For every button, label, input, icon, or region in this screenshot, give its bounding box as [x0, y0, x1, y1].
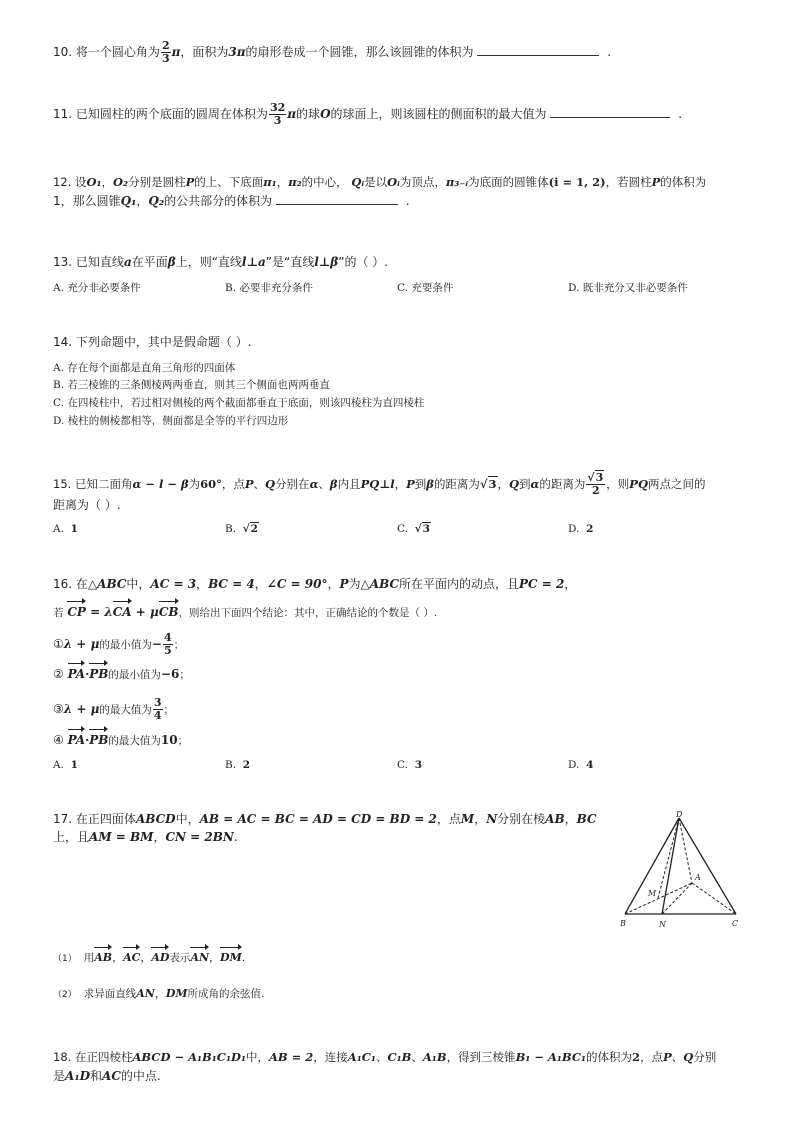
question-10: 10. 将一个圆心角为 $\frac{2}{3}$ π，面积为3π的扇形卷成一个圆锥，那么该圆锥的体积为 . [53, 39, 612, 65]
label-D: D [676, 810, 683, 819]
label-M: M [648, 889, 657, 898]
question-16-line2: 若 CP = λCA + μCB，则给出下面四个结论：其中，正确结论的个数是（ ）. [53, 605, 438, 619]
q15-option-b[interactable]: B. √2 [225, 523, 258, 535]
edge-DM [658, 818, 679, 898]
label-C: C [732, 919, 739, 928]
label-A: A [695, 873, 701, 882]
q15-option-a[interactable]: A. 1 [53, 523, 78, 535]
edge-DC [679, 818, 736, 914]
q16-conclusion-4: ④ PA·PB的最大值为10； [53, 733, 189, 747]
answer-blank[interactable] [477, 43, 599, 56]
question-17-line2: 上，且AM = BM，CN = 2BN. [53, 830, 238, 844]
label-N: N [659, 920, 666, 929]
question-15: 15. 已知二面角α − l − β为60°，点P、Q分别在α、β内且PQ⊥l，P到β的距离为√3，Q到α的距离为 $\frac{√3}{2}$ ，则PQ两点之间的 [53, 471, 706, 497]
q16-conclusion-2: ② PA·PB的最小值为−6； [53, 667, 190, 681]
q13-option-c[interactable]: C. 充要条件 [397, 282, 454, 294]
q15-option-d[interactable]: D. 2 [568, 523, 594, 535]
answer-blank[interactable] [276, 192, 398, 205]
question-12-line2: 1，那么圆锥Q₁，Q₂的公共部分的体积为 . [53, 194, 410, 208]
q14-option-b[interactable]: B. 若三棱锥的三条侧棱两两垂直，则其三个侧面也两两垂直 [53, 379, 330, 391]
question-13: 13. 已知直线a在平面β上，则“直线l⊥a”是“直线l⊥β”的（ ）. [53, 255, 389, 269]
question-14: 14. 下列命题中，其中是假命题（ ）. [53, 335, 252, 349]
q15-option-c[interactable]: C. √3 [397, 523, 430, 535]
answer-blank[interactable] [550, 105, 670, 118]
label-B: B [620, 919, 626, 928]
q16-conclusion-3: ③λ + μ的最大值为 $\frac{3}{4}$ ； [53, 696, 175, 722]
q17-part-1: （1） 用AB，AC，AD表示AN，DM. [53, 951, 246, 964]
q14-option-d[interactable]: D. 棱柱的侧棱都相等，侧面都是全等的平行四边形 [53, 415, 289, 427]
q16-option-c[interactable]: C. 3 [397, 759, 422, 771]
q13-option-b[interactable]: B. 必要非充分条件 [225, 282, 313, 294]
q13-option-a[interactable]: A. 充分非必要条件 [53, 282, 141, 294]
question-17: 17. 在正四面体ABCD中，AB = AC = BC = AD = CD = BD = 2，点M，N分别在棱AB，BC [53, 812, 597, 826]
question-15-line2: 距离为（ ）. [53, 498, 121, 512]
q17-part-2: （2） 求异面直线AN，DM所成角的余弦值. [53, 987, 265, 1000]
question-12: 12. 设O₁，O₂分别是圆柱P的上、下底面π₁，π₂的中心， Qᵢ是以Oᵢ为顶点，π₃₋ᵢ为底面的圆锥体(i = 1, 2)，若圆柱P的体积为 [53, 175, 707, 189]
question-16: 16. 在△ABC中，AC = 3，BC = 4，∠C = 90°，P为△ABC所在平面内的动点，且PC = 2， [53, 577, 577, 591]
edge-AC [692, 883, 736, 914]
edge-BA [625, 883, 692, 914]
q16-option-d[interactable]: D. 4 [568, 759, 594, 771]
q16-option-a[interactable]: A. 1 [53, 759, 78, 771]
q14-option-c[interactable]: C. 在四棱柱中，若过相对侧棱的两个截面都垂直于底面，则该四棱柱为直四棱柱 [53, 397, 425, 409]
q16-option-b[interactable]: B. 2 [225, 759, 251, 771]
question-18: 18. 在正四棱柱ABCD − A₁B₁C₁D₁中，AB = 2，连接A₁C₁、C₁B、A₁B，得到三棱锥B₁ − A₁BC₁的体积为2，点P、Q分别 [53, 1050, 717, 1064]
q14-option-a[interactable]: A. 存在每个面都是直角三角形的四面体 [53, 362, 236, 374]
question-18-line2: 是A₁D和AC的中点. [53, 1069, 161, 1083]
q16-conclusion-1: ①λ + μ的最小值为− $\frac{4}{5}$ ； [53, 631, 185, 657]
q13-option-d[interactable]: D. 既非充分又非必要条件 [568, 282, 688, 294]
question-11: 11. 已知圆柱的两个底面的圆周在体积为 $\frac{32}{3}$ π的球O的球面上，则该圆柱的侧面积的最大值为 . [53, 101, 683, 127]
tetrahedron-figure [612, 808, 752, 933]
